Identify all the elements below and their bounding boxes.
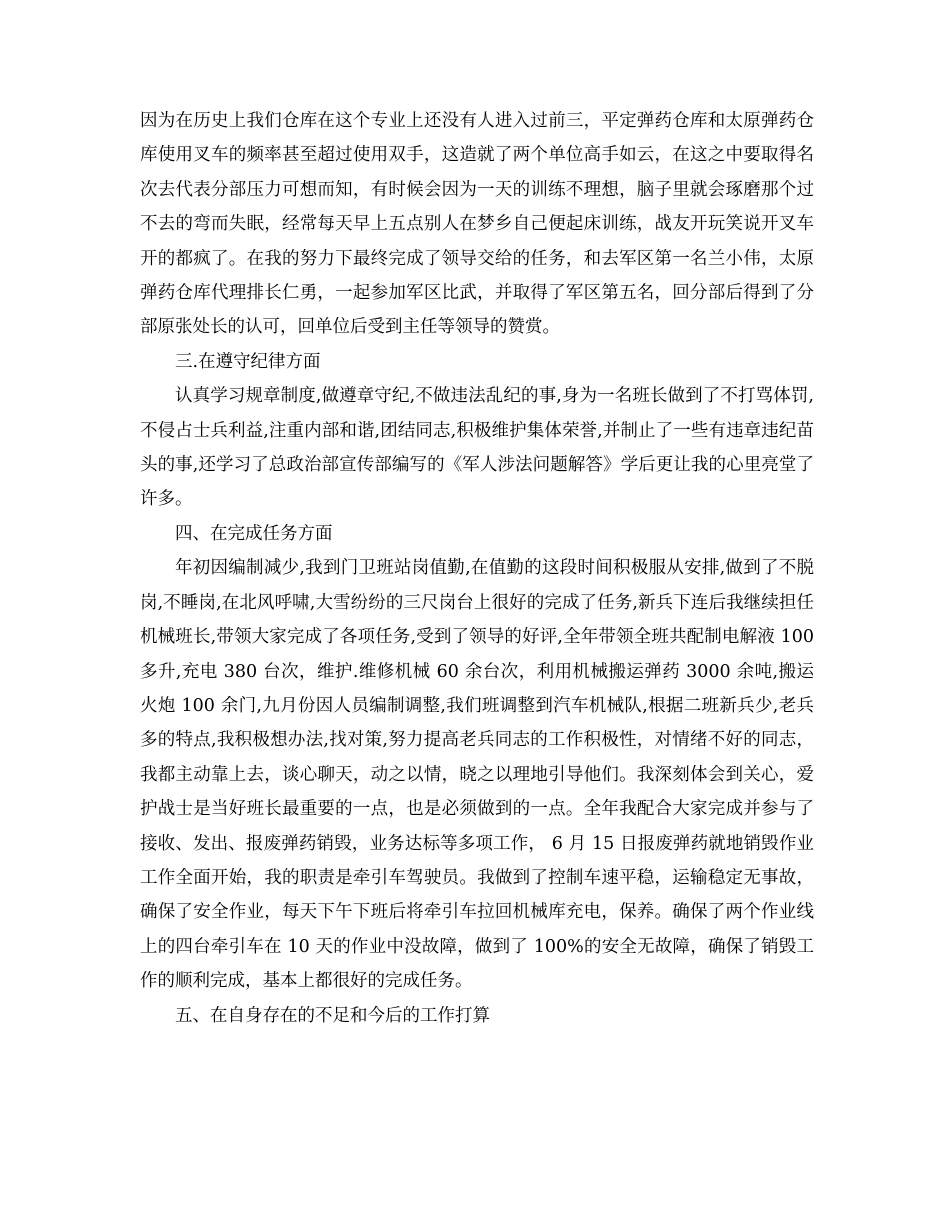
heading-discipline: 三.在遵守纪律方面 xyxy=(175,351,321,372)
paragraph-discipline: 认真学习规章制度,做遵章守纪,不做违法乱纪的事,身为一名班长做到了不打骂体罚,不侵占士兵利益,注重内部和谐,团结同志,积极维护集体荣誉,并制止了一些有违章违纪苗头的事,还学习了总政治部宣传部编写的《军人涉法问题解答》学后更让我的心里亮堂了许多。 xyxy=(140,386,814,510)
document-page xyxy=(140,104,814,1033)
paragraph-forklift-training: 因为在历史上我们仓库在这个专业上还没有人进入过前三，平定弹药仓库和太原弹药仓库使用叉车的频率甚至超过使用双手，这造就了两个单位高手如云，在这之中要取得名次去代表分部压力可想而知，有时候会因为一天的训练不理想，脑子里就会琢磨那个过不去的弯而失眠，经常每天早上五点别人在梦乡自己便起床训练，战友开玩笑说开叉车开的都疯了。在我的努力下最终完成了领导交给的任务，和去军区第一名兰小伟，太原弹药仓库代理排长仁勇，一起参加军区比武，并取得了军区第五名，回分部后得到了分部原张处长的认可，回单位后受到主任等领导的赞赏。 xyxy=(140,111,814,338)
paragraph-tasks: 年初因编制减少,我到门卫班站岗值勤,在值勤的这段时间积极服从安排,做到了不脱岗,不睡岗,在北风呼啸,大雪纷纷的三尺岗台上很好的完成了任务,新兵下连后我继续担任机械班长,带领大家完成了各项任务,受到了领导的好评,全年带领全班共配制电解液 100 多升,充电 380 台次，维护.维修机械 60 余台次，利用机械搬运弹药 3000 余吨,搬运火炮 100 余门,九月份因人员编制调整,我们班调整到汽车机械队,根据二班新兵少,老兵多的特点,我积极想办法,找对策,努力提高老兵同志的工作积极性，对情绪不好的同志，我都主动靠上去，谈心聊天，动之以情，晓之以理地引导他们。我深刻体会到关心，爱护战士是当好班长最重要的一点，也是必须做到的一点。全年我配合大家完成并参与了接收、发出、报废弹药销毁，业务达标等多项工作， 6 月 15 日报废弹药就地销毁作业工作全面开始，我的职责是牵引车驾驶员。我做到了控制车速平稳，运输稳定无事故，确保了安全作业，每天下午下班后将牵引车拉回机械库充电，保养。确保了两个作业线上的四台牵引车在 10 天的作业中没故障，做到了 100%的安全无故障，确保了销毁工作的顺利完成，基本上都很好的完成任务。 xyxy=(140,558,814,992)
heading-tasks: 四、在完成任务方面 xyxy=(175,523,333,544)
heading-shortcomings: 五、在自身存在的不足和今后的工作打算 xyxy=(175,1005,490,1026)
